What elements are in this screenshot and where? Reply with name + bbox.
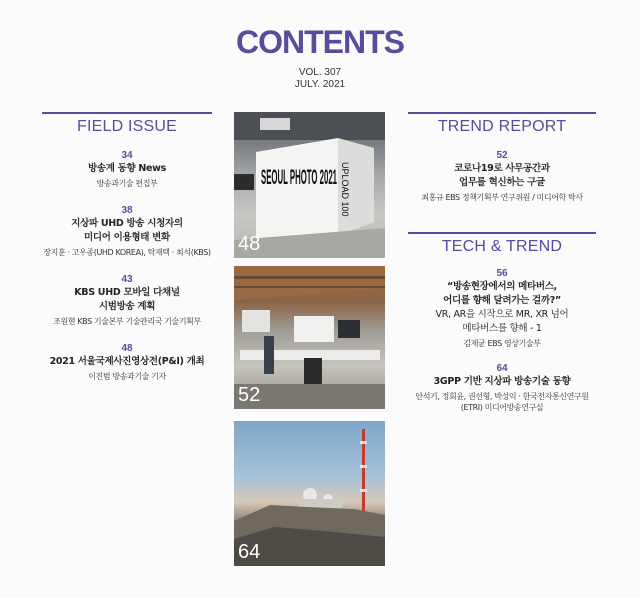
section-rule [408, 112, 596, 114]
entry-credit: (ETRI) 미디어방송연구실 [460, 403, 544, 412]
entry-title: 3GPP 기반 지상파 방송기술 동향 [433, 376, 571, 387]
photo-mountain-tower[interactable] [234, 421, 385, 566]
page-number: 43 [121, 274, 133, 285]
section-title-field-issue: FIELD ISSUE [76, 118, 177, 135]
volume-number: VOL. 307 [298, 67, 342, 78]
sign-text-upload: UPLOAD 100 [340, 162, 350, 217]
entry-subtitle: VR, AR을 시작으로 MR, XR 넘어 [435, 309, 569, 320]
field-issue-section [42, 112, 212, 382]
photo-office[interactable] [234, 266, 385, 409]
section-title-tech-trend: TECH & TREND [441, 238, 563, 255]
toc-entry[interactable] [408, 150, 596, 203]
entry-title: 코로나19로 사무공간과 [454, 163, 550, 174]
page-number: 52 [496, 150, 508, 161]
section-title-trend-report: TREND REPORT [437, 118, 567, 135]
page-number: 34 [121, 150, 133, 161]
page-number: 48 [121, 343, 133, 354]
entry-title: 어디를 향해 달려가는 걸까?” [443, 295, 561, 306]
entry-title: 지상파 UHD 방송 시청자의 [71, 218, 183, 229]
toc-entry[interactable] [42, 205, 212, 258]
issue-info [0, 67, 640, 91]
toc-entry[interactable] [408, 363, 596, 413]
photo-page-number: 64 [238, 541, 261, 563]
page-number: 56 [496, 268, 508, 279]
entry-title: 업무를 혁신하는 구글 [459, 177, 545, 188]
entry-title: 미디어 이용형태 변화 [84, 232, 170, 243]
entry-credit: 안석기, 정회윤, 권선형, 박성익 · 한국전자통신연구원 [415, 392, 589, 401]
entry-credit: 최홍규 EBS 정책기획부 연구위원 / 미디어학 박사 [421, 193, 583, 202]
entry-credit: 장지훈 · 고우종(UHD KOREA), 탁재택 · 최석(KBS) [43, 248, 211, 257]
photo-page-number: 48 [238, 233, 261, 255]
issue-date: JULY. 2021 [294, 79, 346, 90]
toc-entry[interactable] [42, 343, 212, 382]
photo-exhibition[interactable] [234, 112, 385, 258]
entry-title: 시범방송 계획 [98, 301, 156, 312]
page-number: 64 [496, 363, 508, 374]
entry-credit: 이진범 방송과기술 기자 [88, 372, 166, 381]
entry-title: “방송현장에서의 메타버스, [447, 281, 557, 292]
toc-entry[interactable] [42, 274, 212, 327]
page-title: CONTENTS [236, 24, 404, 60]
page-number: 38 [121, 205, 133, 216]
entry-title: KBS UHD 모바일 다채널 [74, 287, 180, 298]
entry-title: 방송계 동향 News [87, 163, 167, 174]
entry-credit: 방송과기술 편집부 [96, 179, 158, 188]
trend-report-section [408, 112, 596, 413]
toc-entry[interactable] [42, 150, 212, 189]
entry-credit: 조원현 KBS 기술본부 기술관리국 기술기획부 [53, 317, 201, 326]
entry-credit: 김제균 EBS 영상기술부 [463, 339, 541, 348]
section-rule [42, 112, 212, 114]
entry-subtitle: 메타버스를 향해 - 1 [462, 323, 542, 334]
sign-text-seoul: SEOUL PHOTO 2021 [261, 166, 338, 189]
photo-page-number: 52 [238, 384, 261, 406]
entry-title: 2021 서울국제사진영상전(P&I) 개최 [49, 356, 205, 367]
toc-entry[interactable] [408, 268, 596, 349]
section-rule [408, 232, 596, 234]
